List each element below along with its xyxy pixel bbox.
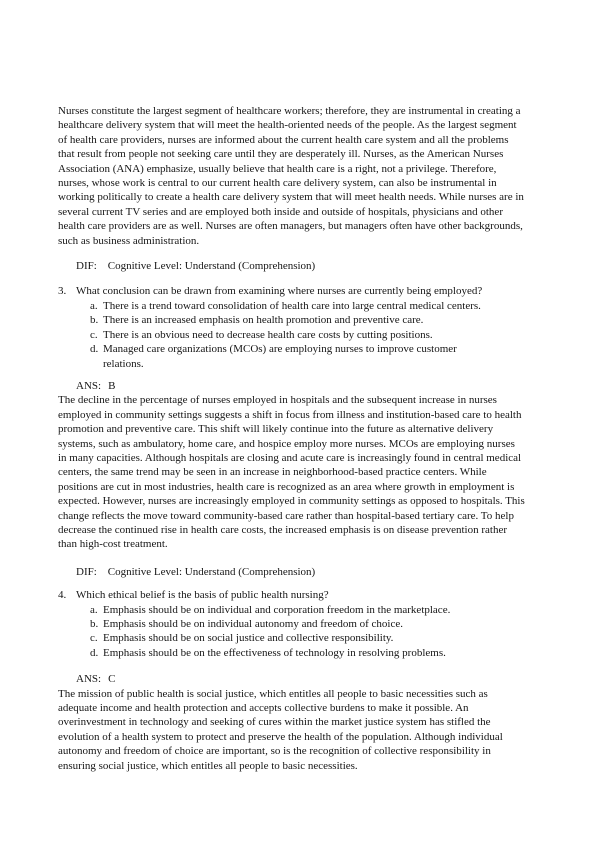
- answer-label: ANS:: [76, 673, 102, 686]
- option-text: There is an increased emphasis on health promotion and preventive care.: [103, 314, 424, 327]
- dif-label: DIF:: [76, 565, 97, 578]
- option-text: Managed care organizations (MCOs) are employing nurses to improve customer relations.: [103, 343, 457, 370]
- option-letter: a.: [90, 603, 98, 616]
- question-number: 3.: [58, 285, 67, 298]
- option-row-c: [90, 328, 544, 342]
- option-row-c: [90, 631, 544, 645]
- option-letter: b.: [90, 314, 99, 327]
- option-row-b: [90, 617, 544, 631]
- option-letter: b.: [90, 618, 99, 630]
- question-number: 4.: [58, 589, 67, 602]
- dif-label: DIF:: [76, 260, 97, 273]
- question-block-4: [58, 588, 544, 773]
- rationale-paragraph: The decline in the percentage of nurses employed in hospitals and the subsequent increase in nurses employed in community settings suggests a shift in focus from illness and institution-based care to health promotion and preventive care. This shift will likely continue into the future as alternative delivery systems, such as ambulatory, home care, and hospice employ more nurses. MCOs are employing nurses in many capacities. Although hospitals are closing and acute care is increasingly found in central medical centers, the same trend may be seen in an increase in neighborhood-based practice centers. While positions are cut in most industries, health care is recognized as an area where growth in employment is expected. However, nurses are increasingly employed in community settings as opposed to hospitals. This change reflects the move toward community-based care rather than hospital-based tertiary care. To help decrease the continued rise in health care costs, the increased emphasis is on disease prevention rather than high-cost treatment.: [58, 394, 525, 551]
- document-content: [58, 104, 544, 773]
- answer-line: [76, 672, 544, 686]
- answer-line: [76, 379, 544, 393]
- options-list: [90, 299, 544, 371]
- rationale-paragraph: The mission of public health is social justice, which entitles all people to basic necessities such as adequate income and health protection and accepts collective burdens to make it possible. An overinvestment in technology and seeking of cures within the market justice system has stifled the evolution of a health system to protect and preserve the health of the population. Although individual autonomy and freedom of choice are important, so is the recognition of collective responsibility in ensuring social justice, which entitles all people to basic necessities.: [58, 687, 503, 772]
- option-letter: d.: [90, 343, 99, 356]
- answer-value: C: [108, 673, 116, 686]
- dif-value: Cognitive Level: Understand (Comprehension): [107, 565, 316, 578]
- option-text: Emphasis should be on social justice and collective responsibility.: [103, 632, 394, 645]
- dif-line: [76, 565, 544, 579]
- option-text: Emphasis should be on individual and corporation freedom in the marketplace.: [103, 603, 451, 616]
- option-letter: d.: [90, 646, 99, 659]
- question-block-3: [58, 284, 544, 579]
- option-letter: c.: [90, 328, 98, 341]
- question-stem: Which ethical belief is the basis of public health nursing?: [76, 589, 329, 602]
- intro-rationale-paragraph: Nurses constitute the largest segment of healthcare workers; therefore, they are instrumental in creating a healthcare delivery system that will meet the health-oriented needs of the people. As the largest segment of health care providers, nurses are informed about the current health care system and all the problems that result from people not seeking care until they are desperately ill. Nurses, as the American Nurses Association (ANA) emphasize, usually believe that health care is a right, not a privilege. Therefore, nurses, whose work is central to our current health care delivery system, can also be instrumental in working politically to create a health care delivery system that will meet health needs. While nurses are in several current TV series and are employed both inside and outside of hospitals, physicians and other health care providers are as well. Nurses are often managers, but managers often have other backgrounds, such as business administration.: [58, 105, 524, 247]
- answer-label: ANS:: [76, 379, 102, 392]
- option-row-d: [90, 646, 544, 660]
- option-row-b: [90, 313, 544, 327]
- dif-line: [76, 259, 544, 273]
- option-text: There is an obvious need to decrease health care costs by cutting positions.: [103, 328, 433, 341]
- dif-value: Cognitive Level: Understand (Comprehension): [107, 260, 316, 273]
- option-letter: c.: [90, 632, 98, 645]
- option-row-d: [90, 342, 544, 371]
- option-row-a: [90, 299, 544, 313]
- question-stem: What conclusion can be drawn from examining where nurses are currently being employed?: [76, 285, 483, 298]
- option-text: There is a trend toward consolidation of health care into large central medical centers.: [103, 299, 481, 312]
- option-letter: a.: [90, 299, 98, 312]
- question-stem-row: [58, 284, 544, 298]
- answer-value: B: [108, 379, 116, 392]
- option-row-a: [90, 603, 544, 617]
- question-stem-row: [58, 588, 544, 602]
- options-list: [90, 603, 544, 661]
- option-text: Emphasis should be on individual autonomy and freedom of choice.: [103, 618, 403, 630]
- option-text: Emphasis should be on the effectiveness of technology in resolving problems.: [103, 646, 446, 659]
